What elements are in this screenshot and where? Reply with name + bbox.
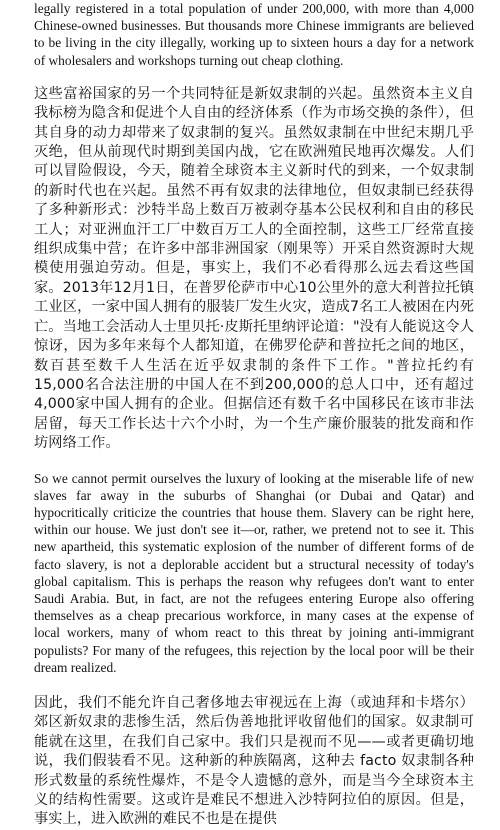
paragraph-english-prato-context: legally registered in a total population of under 200,000, with more than 4,000 Chinese-owned businesses. But thousands more Chinese immigrants are believed to be living in the city illegally, working up to sixteen hours a day for a network of wholesalers and workshops turning out cheap clothing. <box>34 1 474 68</box>
paragraph-chinese-new-slavery: 这些富裕国家的另一个共同特征是新奴隶制的兴起。虽然资本主义自我标榜为隐含和促进个人自由的经济体系（作为市场交换的条件），但其自身的动力却带来了奴隶制的复兴。虽然奴隶制在中世纪末期几乎灭绝，但从前现代时期到美国内战，它在欧洲殖民地再次爆发。人们可以冒险假设，今天，随着全球资本主义新时代的到来，一个奴隶制的新时代也在兴起。虽然不再有奴隶的法律地位，但奴隶制已经获得了多种新形式：沙特半岛上数百万被剥夺基本公民权利和自由的移民工人；对亚洲血汗工厂中数百万工人的全面控制，这些工厂经常直接组织成集中营；在许多中部非洲国家（刚果等）开采自然资源时大规模使用强迫劳动。但是，事实上，我们不必看得那么远去看这些国家。2013年12月1日，在普罗伦萨市中心10公里外的意大利普拉托镇工业区，一家中国人拥有的服装厂发生火灾，造成7名工人被困在内死亡。当地工会活动人士里贝托·皮斯托里纳评论道："没有人能说这令人惊讶，因为多年来每个人都知道，在佛罗伦萨和普拉托之间的地区，数百甚至数千人生活在近乎奴隶制的条件下工作。"普拉托约有15,000名合法注册的中国人在不到200,000的总人口中，还有超过4,000家中国人拥有的企业。但据信还有数千名中国移民在该市非法居留，每天工作长达十六个小时，为一个生产廉价服装的批发商和作坊网络工作。 <box>34 85 474 452</box>
document-page <box>34 0 474 830</box>
paragraph-english-new-apartheid: So we cannot permit ourselves the luxury of looking at the miserable life of new slaves far away in the suburbs of Shanghai (or Dubai and Qatar) and hypocritically criticize the countries that house them. Slavery can be right here, within our house. We just don't see it—or, rather, we pretend not to see it. This new apartheid, this systematic explosion of the number of different forms of de facto slavery, is not a deplorable accident but a structural necessity of today's global capitalism. This is perhaps the reason why refugees don't want to enter Saudi Arabia. But, in fact, are not the refugees entering Europe also offering themselves as a cheap precarious workforce, in many cases at the expense of local workers, many of whom react to this threat by joining anti-immigrant populists? For many of the refugees, this rejection by the local poor will be their dream realized. <box>34 470 474 675</box>
paragraph-chinese-new-apartheid: 因此，我们不能允许自己奢侈地去审视远在上海（或迪拜和卡塔尔）郊区新奴隶的悲惨生活，然后伪善地批评收留他们的国家。奴隶制可能就在这里，在我们自己家中。我们只是视而不见——或者更确切地说，我们假装看不见。这种新的种族隔离，这种去 facto 奴隶制各种形式数量的系统性爆炸，不是令人遗憾的意外，而是当今全球资本主义的结构性需要。这或许是难民不想进入沙特阿拉伯的原因。但是，事实上，进入欧洲的难民不也是在提供 <box>34 694 474 828</box>
